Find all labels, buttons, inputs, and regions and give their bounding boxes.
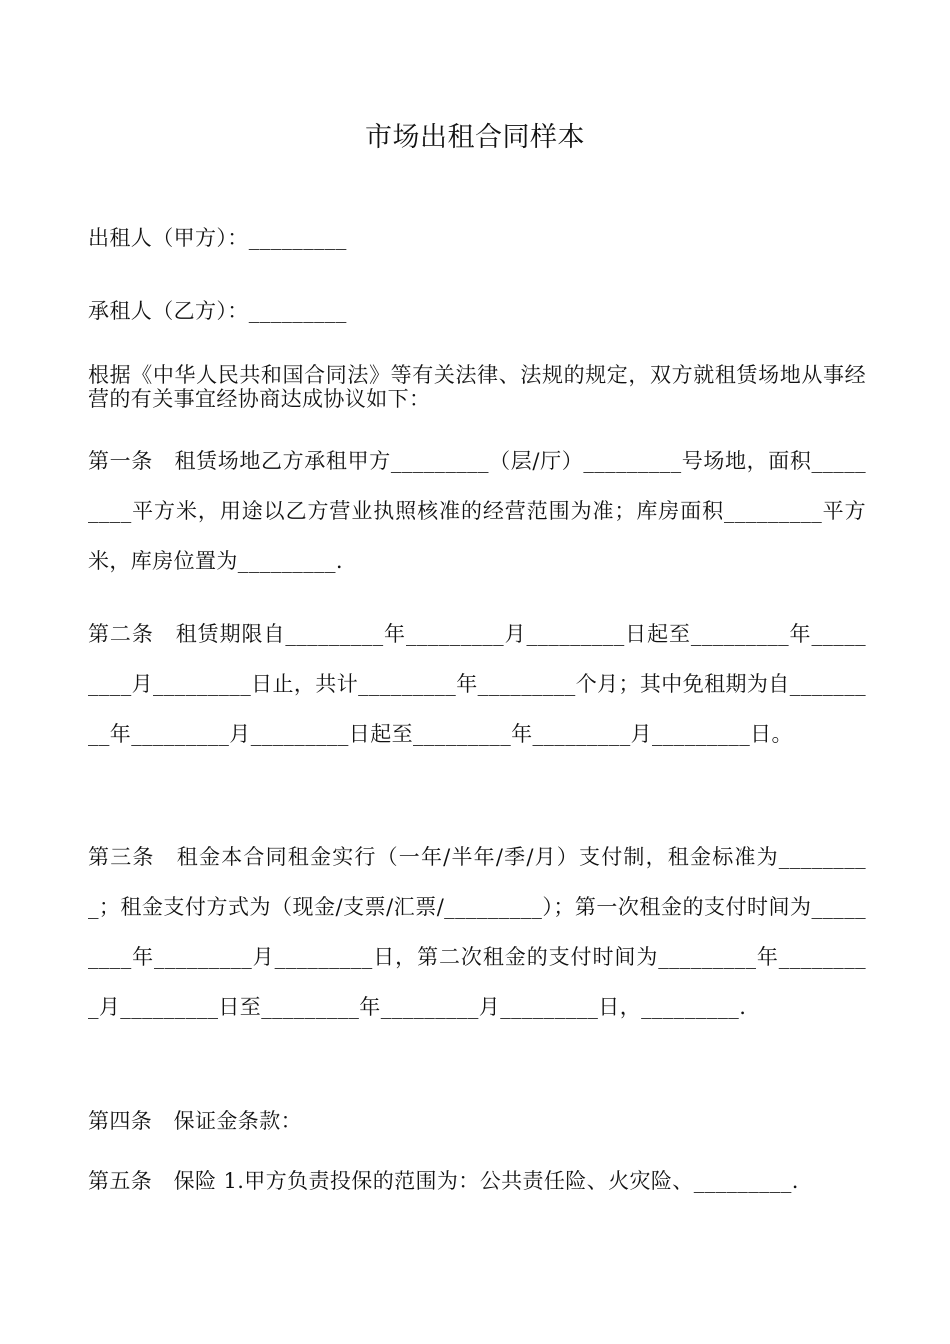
article-3-paragraph: 第三条 租金本合同租金实行（一年/半年/季/月）支付制，租金标准为_________；租金支付方式为（现金/支票/汇票/_________）；第一次租金的支付时间为_________年_________月_________日，第二次租金的支付时间为_________年_________月_________日至_________年_________月_________日，_________. [88,845,866,1019]
intro-paragraph: 根据《中华人民共和国合同法》等有关法律、法规的规定，双方就租赁场地从事经营的有关事宜经协商达成协议如下： [88,363,866,411]
article-1-paragraph: 第一条 租赁场地乙方承租甲方_________（层/厅）_________号场地，面积_________平方米，用途以乙方营业执照核准的经营范围为准；库房面积_________平方米，库房位置为_________. [88,449,866,573]
article-2-paragraph: 第二条 租赁期限自_________年_________月_________日起至_________年_________月_________日止，共计_________年_________个月；其中免租期为自_________年_________月_________日起至_________年_________月_________日。 [88,622,866,746]
party-a-line: 出租人（甲方）：_________ [88,226,347,250]
article-4-paragraph: 第四条 保证金条款： [88,1109,302,1133]
party-b-line: 承租人（乙方）：_________ [88,299,347,323]
document-title: 市场出租合同样本 [365,122,585,153]
article-5-paragraph: 第五条 保险 1.甲方负责投保的范围为：公共责任险、火灾险、_________. [88,1169,799,1193]
